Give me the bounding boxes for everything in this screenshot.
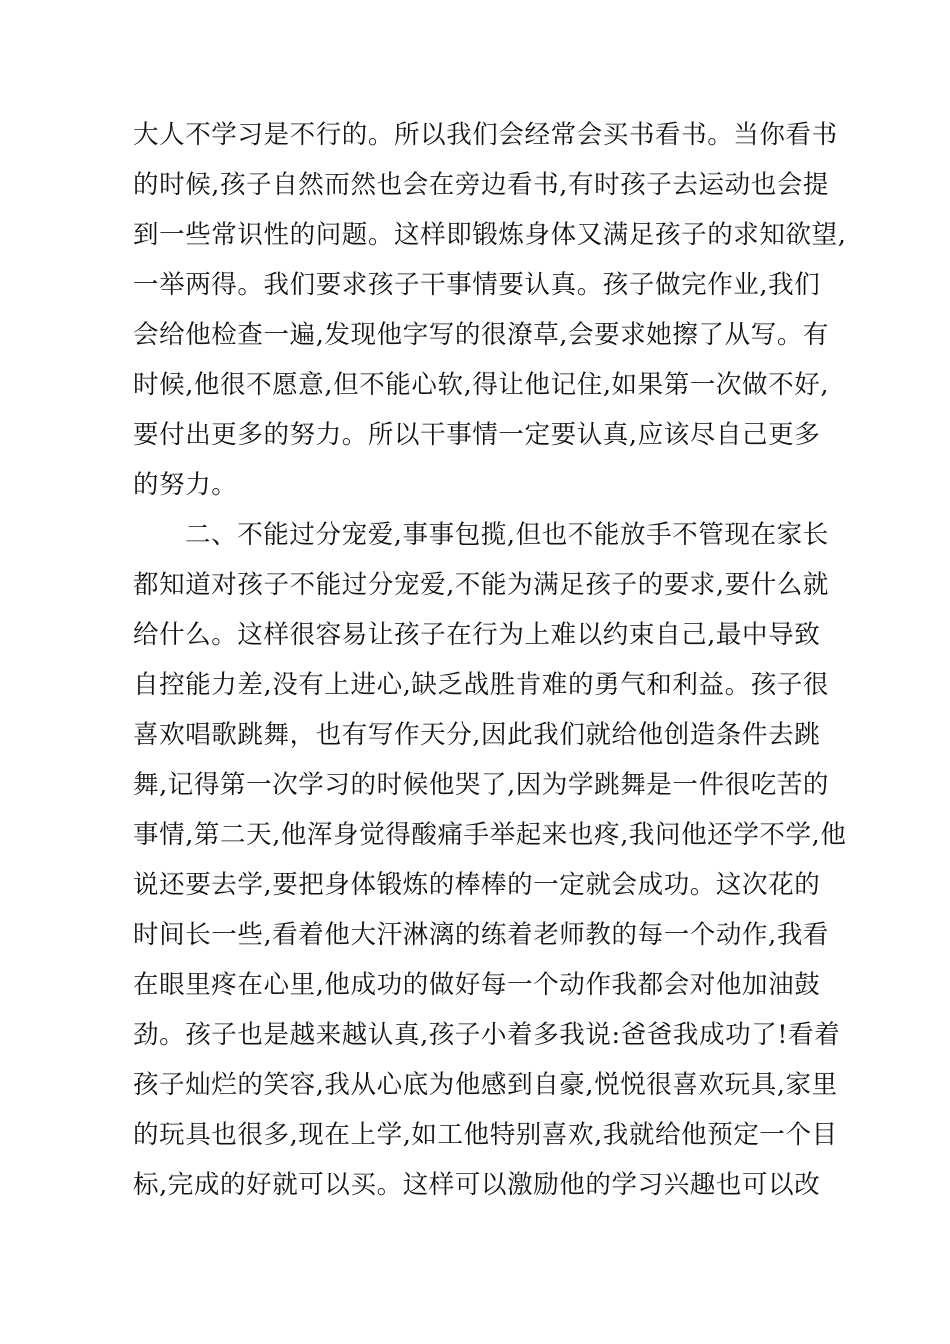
text-line: 孩子灿烂的笑容,我从心底为他感到自豪,悦悦很喜欢玩具,家里 bbox=[133, 1070, 838, 1100]
text-line: 舞,记得第一次学习的时候他哭了,因为学跳舞是一件很吃苦的 bbox=[133, 770, 830, 800]
text-line: 时间长一些,看着他大汗淋漓的练着老师教的每一个动作,我看 bbox=[133, 920, 830, 950]
text-line: 的时候,孩子自然而然也会在旁边看书,有时孩子去运动也会提 bbox=[133, 170, 830, 200]
text-line: 喜欢唱歌跳舞，也有写作天分,因此我们就给他创造条件去跳 bbox=[133, 720, 821, 750]
text-line: 要付出更多的努力。所以干事情一定要认真,应该尽自己更多 bbox=[133, 420, 821, 450]
text-line: 会给他检查一遍,发现他字写的很潦草,会要求她擦了从写。有 bbox=[133, 320, 830, 350]
text-line: 的努力。 bbox=[133, 470, 238, 500]
text-line: 在眼里疼在心里,他成功的做好每一个动作我都会对他加油鼓 bbox=[133, 970, 821, 1000]
text-line: 说还要去学,要把身体锻炼的棒棒的一定就会成功。这次花的 bbox=[133, 870, 821, 900]
text-line: 都知道对孩子不能过分宠爱,不能为满足孩子的要求,要什么就 bbox=[133, 570, 830, 600]
text-line: 给什么。这样很容易让孩子在行为上难以约束自己,最中导致 bbox=[133, 620, 821, 650]
text-line: 大人不学习是不行的。所以我们会经常会买书看书。当你看书 bbox=[133, 120, 838, 150]
text-line: 自控能力差,没有上进心,缺乏战胜肯难的勇气和利益。孩子很 bbox=[133, 670, 830, 700]
text-line: 时候,他很不愿意,但不能心软,得让他记住,如果第一次做不好, bbox=[133, 370, 830, 400]
text-line: 劲。孩子也是越来越认真,孩子小着多我说:爸爸我成功了!看着 bbox=[133, 1020, 841, 1050]
text-line: 的玩具也很多,现在上学,如工他特别喜欢,我就给他预定一个目 bbox=[133, 1120, 838, 1150]
text-line: 一举两得。我们要求孩子干事情要认真。孩子做完作业,我们 bbox=[133, 270, 821, 300]
section-heading-line: 二、不能过分宠爱,事事包揽,但也不能放手不管现在家长 bbox=[185, 520, 829, 550]
text-line: 事情,第二天,他浑身觉得酸痛手举起来也疼,我问他还学不学,他 bbox=[133, 820, 847, 850]
text-line: 到一些常识性的问题。这样即锻炼身体又满足孩子的求知欲望, bbox=[133, 220, 847, 250]
text-line: 标,完成的好就可以买。这样可以激励他的学习兴趣也可以改 bbox=[133, 1170, 821, 1200]
